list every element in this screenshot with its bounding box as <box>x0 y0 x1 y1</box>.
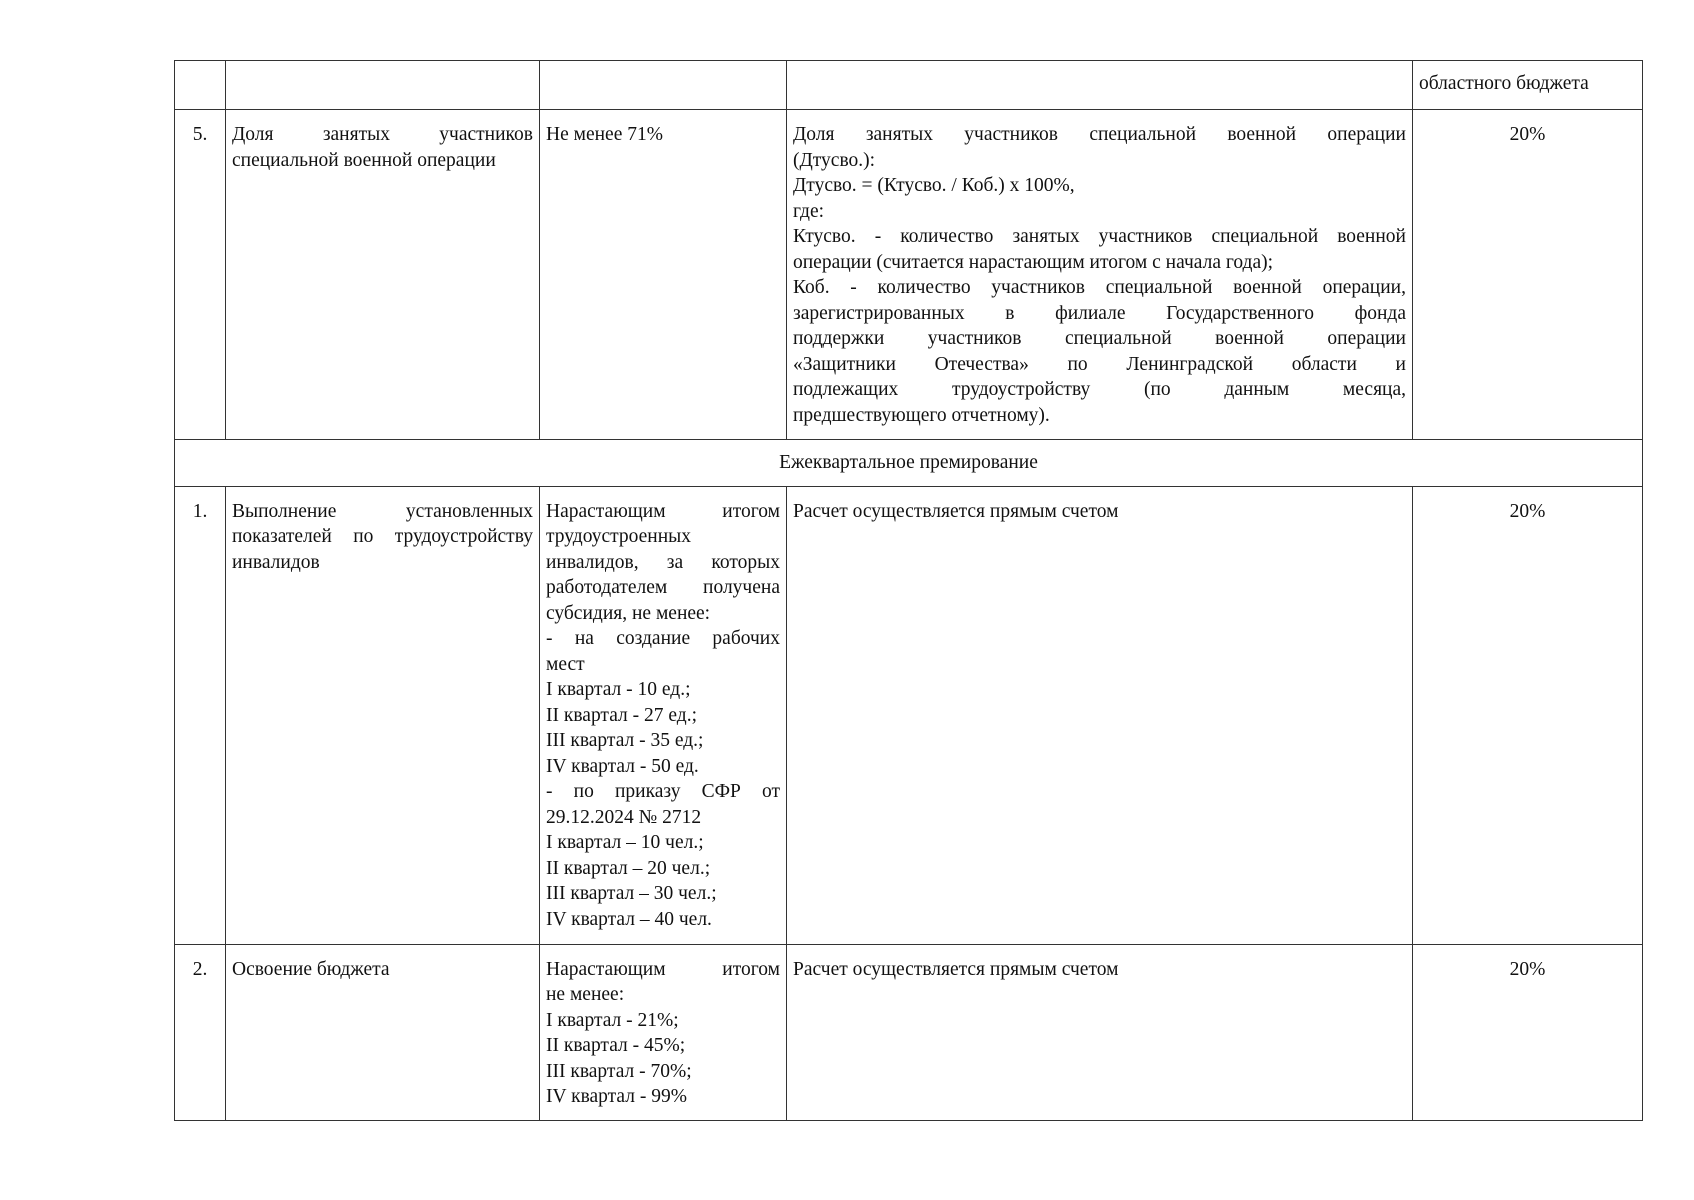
formula-line: (Дтусво.): <box>793 149 876 171</box>
target-line: I квартал - 21%; <box>546 1009 679 1031</box>
indicator-name: Доля занятых участников специальной военной операции <box>226 110 540 440</box>
formula-line: «Защитники Отечества» по Ленинградской области и <box>793 353 1406 375</box>
cell-weight: областного бюджета <box>1413 61 1643 110</box>
target-line: Нарастающим итогом <box>546 958 780 980</box>
target-line: II квартал - 45%; <box>546 1035 686 1056</box>
row-number: 1. <box>175 486 226 944</box>
formula-line: где: <box>793 200 825 222</box>
indicators-table <box>174 60 1643 1121</box>
target-line: II квартал - 27 ед.; <box>546 704 697 726</box>
target-line: инвалидов, за которых <box>546 551 780 573</box>
target-line: I квартал – 10 чел.; <box>546 832 704 853</box>
target-line: субсидия, не менее: <box>546 602 711 624</box>
formula-line: предшествующего отчетному). <box>793 404 1050 426</box>
table-row <box>175 61 1643 110</box>
table-row <box>175 486 1643 944</box>
row-number: 5. <box>175 110 226 440</box>
target-line: - на создание рабочих <box>546 628 780 649</box>
indicator-target <box>540 486 787 944</box>
target-line: IV квартал - 99% <box>546 1086 687 1107</box>
indicator-target: Не менее 71% <box>540 110 787 440</box>
formula-line: поддержки участников специальной военной операции <box>793 328 1406 349</box>
formula-line: подлежащих трудоустройству (по данным месяца, <box>793 379 1406 400</box>
target-line: IV квартал - 50 ед. <box>546 755 699 777</box>
target-line: - по приказу СФР от <box>546 781 780 802</box>
target-line: III квартал - 35 ед.; <box>546 730 704 751</box>
cell-formula <box>787 61 1413 110</box>
target-line: мест <box>546 653 585 675</box>
target-line: I квартал - 10 ед.; <box>546 679 691 700</box>
formula-line: зарегистрированных в филиале Государственного фонда <box>793 302 1406 324</box>
cell-name <box>226 61 540 110</box>
target-line: II квартал – 20 чел.; <box>546 857 711 879</box>
formula-line: Дтусво. = (Ктусво. / Коб.) х 100%, <box>793 175 1075 196</box>
target-line: трудоустроенных <box>546 526 691 547</box>
target-line: 29.12.2024 № 2712 <box>546 806 702 828</box>
target-line: Нарастающим итогом <box>546 500 780 522</box>
cell-num <box>175 61 226 110</box>
indicator-weight: 20% <box>1413 944 1643 1120</box>
indicator-weight: 20% <box>1413 110 1643 440</box>
table-row <box>175 944 1643 1120</box>
indicator-method: Расчет осуществляется прямым счетом <box>787 486 1413 944</box>
target-line: III квартал - 70%; <box>546 1060 692 1082</box>
target-line: III квартал – 30 чел.; <box>546 883 717 904</box>
formula-line: Доля занятых участников специальной военной операции <box>793 124 1406 145</box>
section-title: Ежеквартальное премирование <box>175 440 1643 487</box>
indicator-name: Выполнение установленных показателей по трудоустройству инвалидов <box>226 486 540 944</box>
formula-line: Ктусво. - количество занятых участников специальной военной <box>793 226 1406 247</box>
row-number: 2. <box>175 944 226 1120</box>
target-line: IV квартал – 40 чел. <box>546 908 712 930</box>
indicator-weight: 20% <box>1413 486 1643 944</box>
formula-line: Коб. - количество участников специальной военной операции, <box>793 277 1406 298</box>
target-line: не менее: <box>546 984 625 1005</box>
indicator-target <box>540 944 787 1120</box>
indicator-formula <box>787 110 1413 440</box>
table-row <box>175 110 1643 440</box>
target-line: работодателем получена <box>546 577 780 598</box>
indicator-method: Расчет осуществляется прямым счетом <box>787 944 1413 1120</box>
formula-line: операции (считается нарастающим итогом с начала года); <box>793 251 1274 273</box>
section-header-row <box>175 440 1643 487</box>
indicator-name: Освоение бюджета <box>226 944 540 1120</box>
cell-target <box>540 61 787 110</box>
